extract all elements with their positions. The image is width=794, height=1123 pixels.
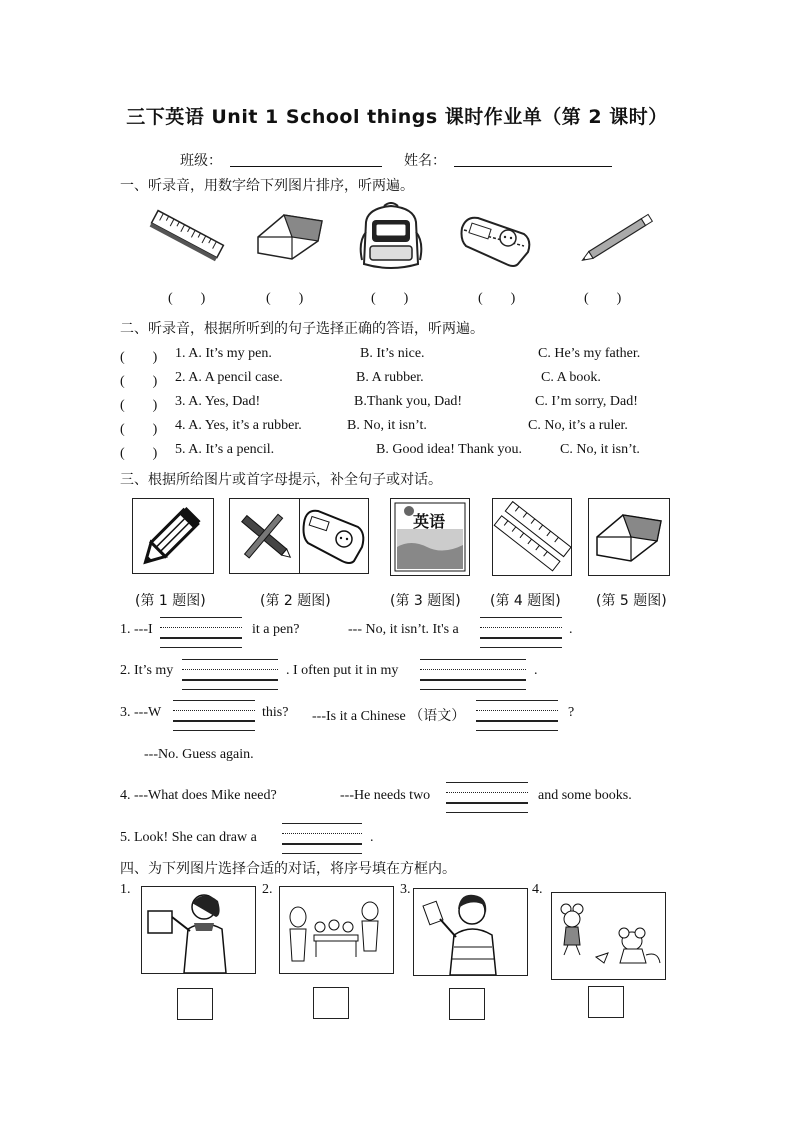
q1-text: 1. ---I <box>120 622 153 637</box>
page-title: 三下英语 Unit 1 School things 课时作业单（第 2 课时） <box>126 106 668 128</box>
class-blank[interactable] <box>230 166 382 167</box>
option-c: C. I’m sorry, Dad! <box>535 394 638 409</box>
q2-writing-blank[interactable] <box>420 659 526 689</box>
q4-text: and some books. <box>538 788 632 803</box>
name-blank[interactable] <box>454 166 612 167</box>
option-c: C. A book. <box>541 370 601 385</box>
option-a: 4. A. Yes, it’s a rubber. <box>175 418 302 433</box>
q3-text: this? <box>262 705 289 720</box>
option-a: 1. A. It’s my pen. <box>175 346 272 361</box>
option-b: B. No, it isn’t. <box>347 418 427 433</box>
picture-number: 2. <box>262 882 273 897</box>
option-b: B. It’s nice. <box>360 346 425 361</box>
choice-paren[interactable]: ( ) <box>120 398 158 413</box>
answer-bracket[interactable]: ( ) <box>371 291 409 306</box>
option-b: B. A rubber. <box>356 370 424 385</box>
option-c: C. No, it isn’t. <box>560 442 640 457</box>
q2-text: . I often put it in my <box>286 663 399 678</box>
q3-text: ---No. Guess again. <box>144 747 254 762</box>
book-image <box>390 498 470 576</box>
q3-text: ? <box>568 705 575 720</box>
rubber-image <box>588 498 670 576</box>
q4-text: 4. ---What does Mike need? <box>120 788 277 803</box>
option-a: 5. A. It’s a pencil. <box>175 442 275 457</box>
q1-text: it a pen? <box>252 622 300 637</box>
option-b: B. Good idea! Thank you. <box>376 442 522 457</box>
rulers-image <box>492 498 572 576</box>
q4-text: ---He needs two <box>340 788 431 803</box>
two-mice-picture <box>551 892 666 980</box>
answer-box[interactable] <box>449 988 485 1020</box>
answer-box[interactable] <box>313 987 349 1019</box>
section2-heading: 二、听录音，根据所听到的句子选择正确的答语，听两遍。 <box>120 321 484 337</box>
choice-paren[interactable]: ( ) <box>120 446 158 461</box>
option-a: 3. A. Yes, Dad! <box>175 394 261 409</box>
rubber-picture <box>252 207 326 263</box>
picture-number: 1. <box>120 882 131 897</box>
pen-pencil-image <box>229 498 301 574</box>
option-c: C. No, it’s a ruler. <box>528 418 628 433</box>
q2-text: 2. It’s my <box>120 663 174 678</box>
figure-caption: (第 1 题图) <box>135 593 206 609</box>
option-b: B.Thank you, Dad! <box>354 394 463 409</box>
q5-text: 5. Look! She can draw a <box>120 830 257 845</box>
answer-bracket[interactable]: ( ) <box>478 291 516 306</box>
q1-writing-blank[interactable] <box>480 617 562 647</box>
section1-heading: 一、听录音，用数字给下列图片排序，听两遍。 <box>120 178 414 194</box>
q4-writing-blank[interactable] <box>446 782 528 812</box>
schoolbag-picture <box>356 202 426 274</box>
choice-paren[interactable]: ( ) <box>120 374 158 389</box>
q1-text: . <box>569 622 573 637</box>
name-label: 姓名： <box>404 153 446 169</box>
answer-box[interactable] <box>588 986 624 1018</box>
ruler-picture <box>148 205 226 265</box>
q3-writing-blank[interactable] <box>476 700 558 730</box>
pencil-case-image <box>299 498 369 574</box>
mice-classroom-picture <box>279 886 394 974</box>
class-label: 班级： <box>180 153 222 169</box>
section4-heading: 四、为下列图片选择合适的对话，将序号填在方框内。 <box>120 861 456 877</box>
q2-writing-blank[interactable] <box>182 659 278 689</box>
girl-with-bag-picture <box>141 886 256 974</box>
pencil-case-picture <box>458 210 534 270</box>
picture-number: 4. <box>532 882 543 897</box>
q3-text: 3. ---W <box>120 705 162 720</box>
q5-writing-blank[interactable] <box>282 823 362 853</box>
pencil-picture <box>576 210 660 266</box>
option-c: C. He’s my father. <box>538 346 641 361</box>
q2-text: . <box>534 663 538 678</box>
girl-pencil-case-picture <box>413 888 528 976</box>
answer-box[interactable] <box>177 988 213 1020</box>
picture-number: 3. <box>400 882 411 897</box>
book-cover-title: 英语 <box>413 512 446 531</box>
figure-caption: (第 3 题图) <box>390 593 461 609</box>
q1-text: --- No, it isn’t. It's a <box>348 622 459 637</box>
choice-paren[interactable]: ( ) <box>120 422 158 437</box>
q1-writing-blank[interactable] <box>160 617 242 647</box>
q5-text: . <box>370 830 374 845</box>
answer-bracket[interactable]: ( ) <box>584 291 622 306</box>
pencil-image <box>132 498 214 574</box>
q3-writing-blank[interactable] <box>173 700 255 730</box>
figure-caption: (第 5 题图) <box>596 593 667 609</box>
answer-bracket[interactable]: ( ) <box>168 291 206 306</box>
option-a: 2. A. A pencil case. <box>175 370 283 385</box>
section3-heading: 三、根据所给图片或首字母提示，补全句子或对话。 <box>120 472 442 488</box>
figure-caption: (第 2 题图) <box>260 593 331 609</box>
q3-text: ---Is it a Chinese （语文） <box>312 709 466 724</box>
figure-caption: (第 4 题图) <box>490 593 561 609</box>
choice-paren[interactable]: ( ) <box>120 350 158 365</box>
answer-bracket[interactable]: ( ) <box>266 291 304 306</box>
